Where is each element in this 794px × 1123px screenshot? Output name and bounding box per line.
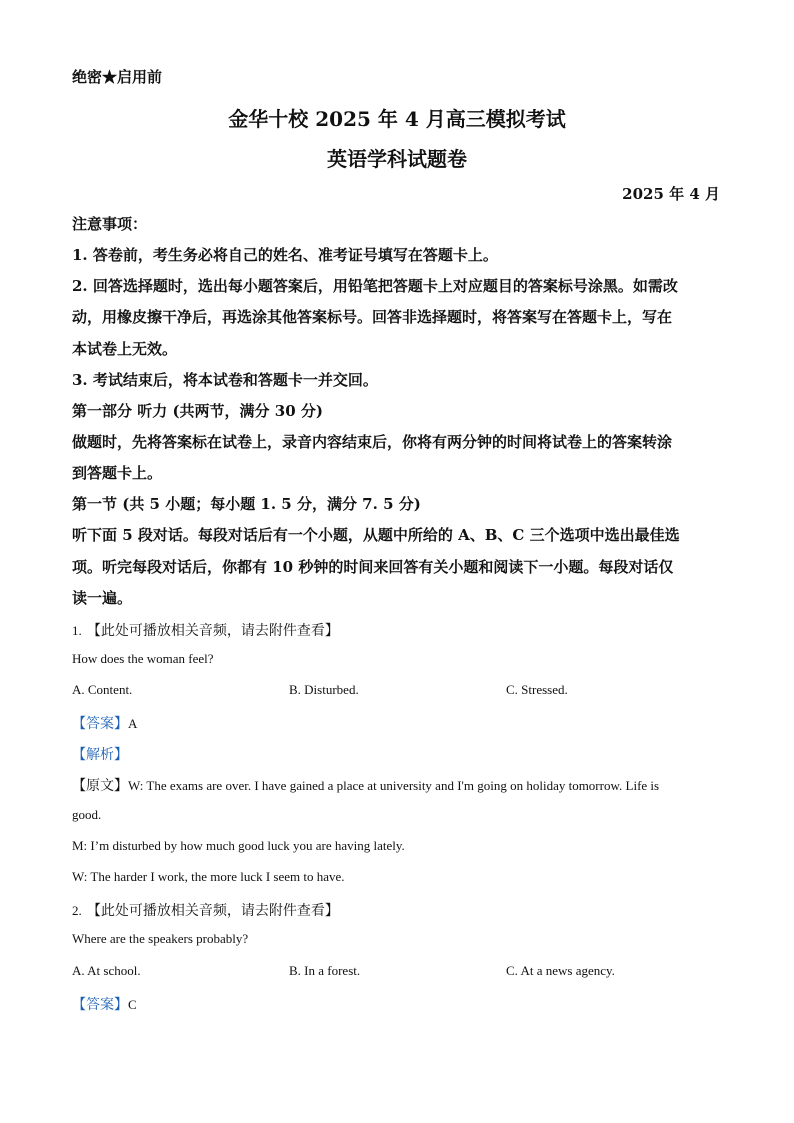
question-2-option-a: A. At school. <box>72 963 141 978</box>
question-2-option-c: C. At a news agency. <box>506 963 615 978</box>
audio-note: 【此处可播放相关音频，请去附件查看】 <box>86 623 339 639</box>
part1-intro-line-2: 到答题卡上。 <box>72 464 163 482</box>
question-2-option-b: B. In a forest. <box>289 963 361 978</box>
question-1-text: How does the woman feel? <box>72 651 214 666</box>
section1-intro-line-1: 听下面 5 段对话。每段对话后有一个小题，从题中所给的 A、B、C 三个选项中选出最佳选 <box>72 526 680 544</box>
question-1-answer <box>72 713 137 733</box>
original-tag: 【原文】 <box>72 778 128 794</box>
exam-title: 金华十校 2025 年 4 月高三模拟考试 <box>228 107 566 131</box>
question-1-analysis-tag: 【解析】 <box>72 747 128 763</box>
question-1-option-b: B. Disturbed. <box>289 682 359 697</box>
notes-item-3: 3. 考试结束后，将本试卷和答题卡一并交回。 <box>72 371 378 389</box>
question-2-answer <box>72 994 137 1014</box>
question-1-transcript-line-3: M: I’m disturbed by how much good luck you are having lately. <box>72 838 405 853</box>
notes-item-2-line-1: 2. 回答选择题时，选出每小题答案后，用铅笔把答题卡上对应题目的答案标号涂黑。如需改 <box>72 277 678 295</box>
notes-item-1: 1. 答卷前，考生务必将自己的姓名、准考证号填写在答题卡上。 <box>72 246 498 264</box>
exam-subtitle: 英语学科试题卷 <box>327 147 467 171</box>
section1-intro-line-2: 项。听完每段对话后，你都有 10 秒钟的时间来回答有关小题和阅读下一小题。每段对话仅 <box>72 558 674 576</box>
audio-note: 【此处可播放相关音频，请去附件查看】 <box>86 903 339 919</box>
question-1-transcript-line-2: good. <box>72 807 102 822</box>
section1-heading: 第一节 (共 5 小题；每小题 1. 5 分，满分 7. 5 分) <box>72 495 421 513</box>
answer-value: A <box>128 716 138 731</box>
answer-value: C <box>128 997 137 1012</box>
question-1-option-a: A. Content. <box>72 682 133 697</box>
transcript-text: W: The exams are over. I have gained a place at university and I'm going on holiday tomorrow. Life is <box>128 778 660 793</box>
part1-intro-line-1: 做题时，先将答案标在试卷上，录音内容结束后，你将有两分钟的时间将试卷上的答案转涂 <box>72 433 673 451</box>
part1-heading: 第一部分 听力 (共两节，满分 30 分) <box>72 402 323 420</box>
question-1-transcript-line-4: W: The harder I work, the more luck I seem to have. <box>72 869 345 884</box>
answer-tag: 【答案】 <box>72 716 128 732</box>
question-2-text: Where are the speakers probably? <box>72 931 249 946</box>
question-1-transcript-line-1 <box>72 775 659 795</box>
question-number: 2. <box>72 903 82 918</box>
question-1-option-c: C. Stressed. <box>506 682 568 697</box>
exam-date: 2025 年 4 月 <box>622 185 720 203</box>
secret-label: 绝密★启用前 <box>72 68 163 86</box>
notes-item-2-line-2: 动，用橡皮擦干净后，再选涂其他答案标号。回答非选择题时，将答案写在答题卡上，写在 <box>72 308 673 326</box>
notes-item-2-line-3: 本试卷上无效。 <box>72 340 178 358</box>
question-1-header <box>72 620 339 640</box>
notes-heading: 注意事项： <box>72 215 148 233</box>
answer-tag: 【答案】 <box>72 997 128 1013</box>
section1-intro-line-3: 读一遍。 <box>72 589 133 607</box>
question-2-header <box>72 900 339 920</box>
question-number: 1. <box>72 623 82 638</box>
